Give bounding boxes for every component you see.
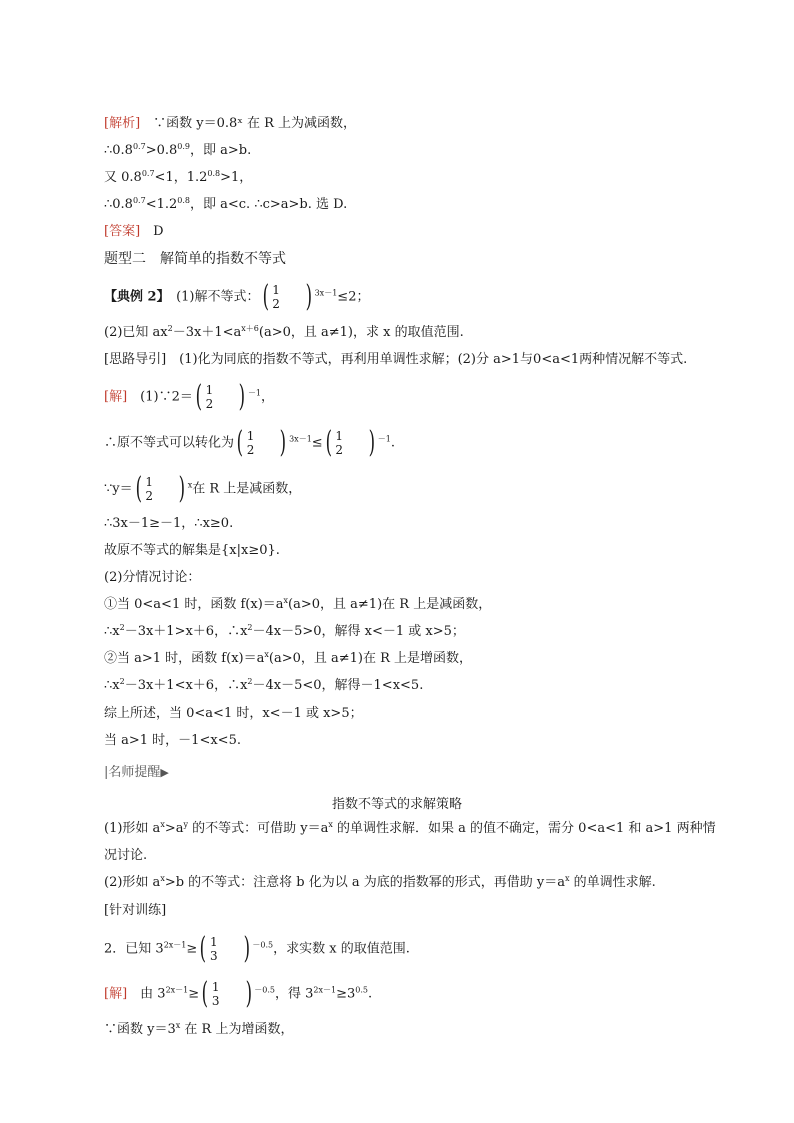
guide-tag: [思路导引] <box>104 352 167 367</box>
answer-line: [答案] D <box>104 224 164 239</box>
analysis-line-2: $\therefore 0.8^{0.7}>0.8^{0.9}$，即 a>b. <box>104 142 252 158</box>
case2-result-line: $\therefore x^2-3x+1<x+6$，$\therefore x^2-4x-5<0$，解得－1<x<5. <box>104 677 424 693</box>
practice-solution-tag: [解] <box>104 986 128 1002</box>
practice-question: 2．已知 $3^{2x-1}\ge$( 1 3 ) $^{-0.5}$，求实数 x 的取值范围. <box>104 931 410 966</box>
practice-solution-line-1: [解] 由 $3^{2x-1}\ge$( 1 3 ) $^{-0.5}$，得 $3^{2x-1}\ge 3^{0.5}$. <box>104 976 373 1011</box>
analysis-line-4: $\therefore 0.8^{0.7}<1.2^{0.8}$，即 a<c. ∴c>a>b. 选 D. <box>104 196 348 212</box>
teacher-tip-heading: |名师提醒▶ <box>104 765 169 780</box>
analysis-line-1: [解析] ∵函数 y＝0.8ˣ 在 R 上为减函数， <box>104 116 357 131</box>
tip-line-3: (2)形如 $a^x>b$ 的不等式：注意将 b 化为以 a 为底的指数幂的形式，再借助 $y=a^x$ 的单调性求解. <box>104 874 656 890</box>
practice-heading: [针对训练] <box>104 903 167 918</box>
tip-line-1: (1)形如 $a^x>a^y$ 的不等式：可借助 $y=a^x$ 的单调性求解．如果 a 的值不确定，需分 0<a<1 和 a>1 两种情 <box>104 820 716 836</box>
case2-line: ②当 a>1 时，函数 $f(x)=a^x(a>0$，且 a≠1)在 R 上是增函数， <box>104 650 473 666</box>
solution-tag: [解] <box>104 389 128 405</box>
section-heading-type2: 题型二 解简单的指数不等式 <box>104 251 286 267</box>
triangle-right-icon: ▶ <box>160 766 169 779</box>
tip-title: 指数不等式的求解策略 <box>331 797 462 812</box>
tip-line-2: 况讨论. <box>104 848 148 863</box>
summary-line-1: 综上所述，当 0<a<1 时，x<－1 或 x>5； <box>104 706 363 721</box>
example2-line-1: 【典例 2】 (1)解不等式：( 1 2 ) $^{3x-1}$≤2； <box>104 279 370 314</box>
solution-line-2: ∴原不等式可以转化为( 1 2 ) $^{3x-1}$≤( 1 2 ) $^{-1}$. <box>104 425 396 460</box>
answer-tag: [答案] <box>104 224 141 239</box>
example2-line-2: (2)已知 $ax^2-3x+1<a^{x+6}(a>0$，且 a≠1)，求 x 的取值范围. <box>104 324 464 340</box>
summary-line-2: 当 a>1 时，－1<x<5. <box>104 733 241 748</box>
practice-solution-line-2: ∵函数 $y=3^x$ 在 R 上为增函数， <box>104 1021 294 1037</box>
solution-line-3: ∵y＝( 1 2 ) $^x$在 R 上是减函数， <box>104 471 302 506</box>
guide-line: [思路导引] (1)化为同底的指数不等式，再利用单调性求解；(2)分 a>1与0<a<1两种情况解不等式. <box>104 352 688 367</box>
analysis-tag: [解析] <box>104 116 141 131</box>
solution-line-5: 故原不等式的解集是{x|x≥0}. <box>104 543 280 558</box>
solution-line-6: (2)分情况讨论： <box>104 570 201 585</box>
analysis-line-3: 又 $0.8^{0.7}<1$，$1.2^{0.8}>1$， <box>104 169 253 185</box>
case1-line: ①当 0<a<1 时，函数 $f(x)=a^x(a>0$，且 a≠1)在 R 上是减函数， <box>104 596 492 612</box>
example-tag: 【典例 2】 <box>104 289 164 305</box>
solution-line-4: ∴3x－1≥－1，∴x≥0. <box>104 516 234 531</box>
case1-result-line: $\therefore x^2-3x+1>x+6$，$\therefore x^2-4x-5>0$，解得 x<－1 或 x>5； <box>104 623 465 639</box>
solution-line-1: [解] (1)∵2＝( 1 2 ) $^{-1}$， <box>104 379 275 414</box>
